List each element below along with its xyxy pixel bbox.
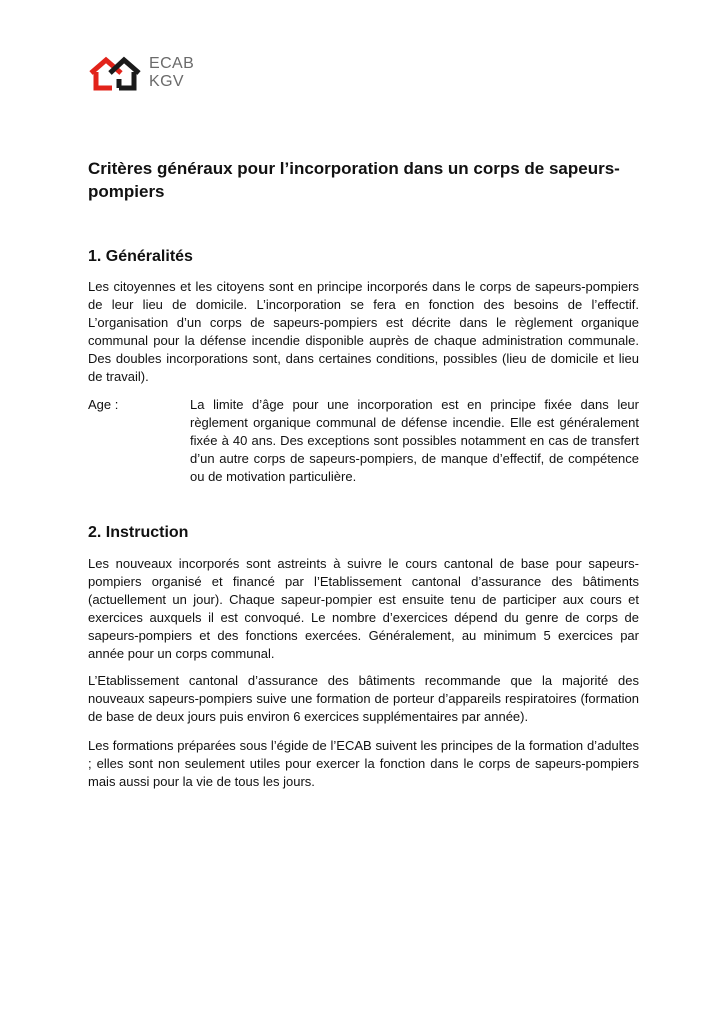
logo-line-ecab: ECAB (149, 55, 195, 72)
house-logo-icon (88, 53, 142, 93)
generalites-paragraph: Les citoyennes et les citoyens sont en principe incorporés dans le corps de sapeurs-pompiers de leur lieu de domicile. L’incorporation se fera en fonction des besoins de l’effectif. L’organisation d’un corps de sapeurs-pompiers est décrite dans le règlement organique communal pour la défense incendie disponible auprès de chaque administration communale. Des doubles incorporations sont, dans certaines conditions, possibles (lieu de domicile et lieu de travail). (88, 279, 639, 384)
logo-line-kgv: KGV (149, 73, 184, 90)
section-heading-instruction: 2. Instruction (88, 524, 189, 541)
age-description: La limite d’âge pour une incorporation est en principe fixée dans leur règlement organique communal de défense incendie. Elle est généralement fixée à 40 ans. Des exceptions sont possibles notamment en cas de transfert d’un autre corps de sapeurs-pompiers, de manque d’effectif, de compétence ou de motivation particulière. (190, 397, 639, 484)
instruction-paragraph-3: Les formations préparées sous l’égide de l’ECAB suivent les principes de la formation d’adultes ; elles sont non seulement utiles pour exercer la fonction dans le corps de sapeurs-pompiers mais aussi pour la vie de tous les jours. (88, 738, 639, 789)
logo-wordmark (149, 55, 194, 91)
section-heading-generalites: 1. Généralités (88, 248, 193, 265)
instruction-paragraph-1: Les nouveaux incorporés sont astreints à suivre le cours cantonal de base pour sapeurs-pompiers organisé et financé par l’Etablissement cantonal d’assurance des bâtiments (actuellement un jour). Chaque sapeur-pompier est ensuite tenu de participer aux cours et exercices auxquels il est convoqué. Le nombre d’exercices dépend du genre de corps de sapeurs-pompiers et des fonctions exercées. Généralement, au minimum 5 exercices par année pour un corps communal. (88, 556, 639, 661)
age-label: Age : (88, 397, 119, 412)
ecab-kgv-logo (88, 53, 198, 93)
document-title: Critères généraux pour l’incorporation dans un corps de sapeurs-pompiers (88, 159, 620, 201)
instruction-paragraph-2: L’Etablissement cantonal d’assurance des bâtiments recommande que la majorité des nouveaux sapeurs-pompiers suive une formation de porteur d’appareils respiratoires (formation de base de deux jours puis environ 6 exercices supplémentaires par année). (88, 673, 639, 724)
